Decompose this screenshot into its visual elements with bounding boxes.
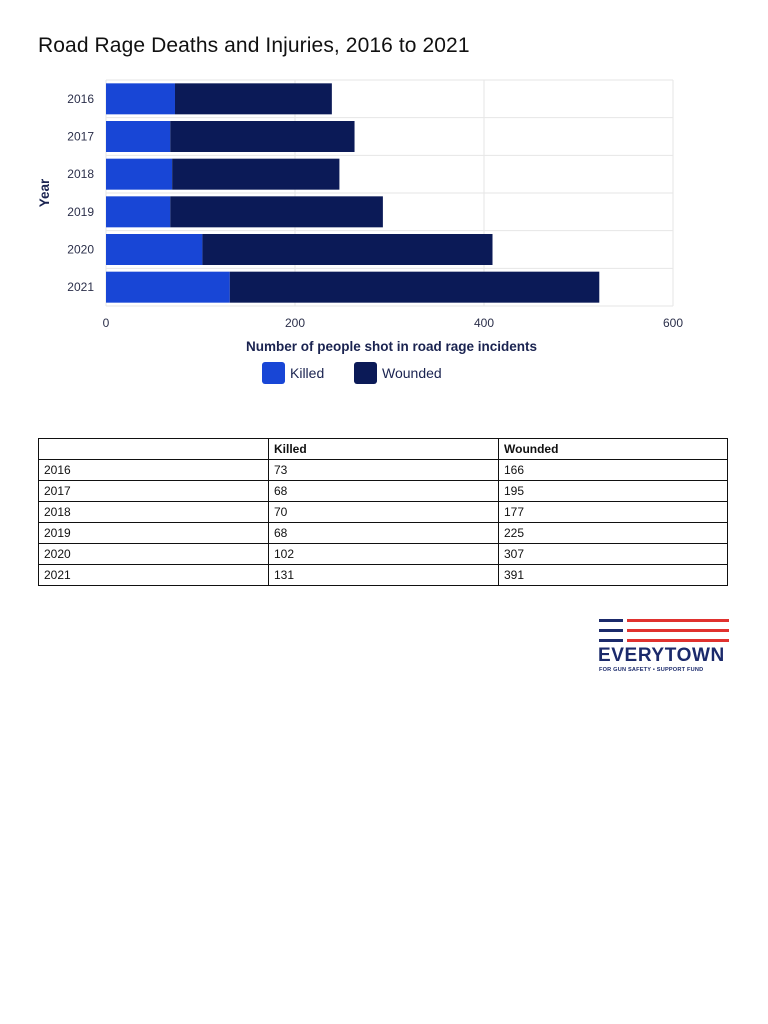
bar-wounded-2018 xyxy=(172,159,339,190)
table-cell: 68 xyxy=(269,481,499,502)
table-header-cell: Killed xyxy=(269,439,499,460)
table-row xyxy=(39,460,728,481)
table-cell: 391 xyxy=(499,565,728,586)
table-row xyxy=(39,523,728,544)
y-axis-ticks xyxy=(67,92,94,294)
table-header-cell: Wounded xyxy=(499,439,728,460)
legend-label-wounded: Wounded xyxy=(382,365,442,381)
table-cell: 225 xyxy=(499,523,728,544)
bar-killed-2021 xyxy=(106,272,230,303)
y-tick-label: 2018 xyxy=(67,167,94,182)
logo-tagline: FOR GUN SAFETY • SUPPORT FUND xyxy=(599,667,704,673)
stacked-bar-chart xyxy=(0,70,768,400)
table-row xyxy=(39,481,728,502)
table-header-cell xyxy=(39,439,269,460)
table-cell: 2020 xyxy=(39,544,269,565)
table-cell: 102 xyxy=(269,544,499,565)
table-cell: 2018 xyxy=(39,502,269,523)
x-tick-label: 600 xyxy=(662,316,684,330)
table-row xyxy=(39,544,728,565)
table-cell: 166 xyxy=(499,460,728,481)
data-table xyxy=(38,438,728,586)
x-axis-title: Number of people shot in road rage incidents xyxy=(245,339,538,354)
table-cell: 2021 xyxy=(39,565,269,586)
table-cell: 2017 xyxy=(39,481,269,502)
bar-killed-2016 xyxy=(106,83,175,114)
table-cell: 131 xyxy=(269,565,499,586)
x-axis-ticks xyxy=(103,316,684,330)
bar-killed-2017 xyxy=(106,121,170,152)
legend-swatch-wounded xyxy=(354,362,377,384)
table-cell: 73 xyxy=(269,460,499,481)
flag-stripes-icon xyxy=(598,618,730,644)
table-cell: 70 xyxy=(269,502,499,523)
y-tick-label: 2020 xyxy=(67,242,94,257)
table-cell: 2019 xyxy=(39,523,269,544)
y-tick-label: 2016 xyxy=(67,91,94,106)
table-cell: 68 xyxy=(269,523,499,544)
table-header-row xyxy=(39,439,728,460)
legend-label-killed: Killed xyxy=(290,365,325,381)
table-cell: 177 xyxy=(499,502,728,523)
page-title: Road Rage Deaths and Injuries, 2016 to 2021 xyxy=(38,34,470,57)
table-row xyxy=(39,565,728,586)
chart-legend xyxy=(262,362,442,384)
y-tick-label: 2019 xyxy=(67,204,94,219)
bar-wounded-2016 xyxy=(175,83,332,114)
y-axis-title: Year xyxy=(37,178,52,208)
bar-wounded-2021 xyxy=(230,272,599,303)
bar-killed-2019 xyxy=(106,196,170,227)
bar-wounded-2020 xyxy=(202,234,492,265)
x-tick-label: 400 xyxy=(473,316,495,330)
bar-wounded-2019 xyxy=(170,196,383,227)
y-tick-label: 2021 xyxy=(67,280,94,295)
bar-wounded-2017 xyxy=(170,121,354,152)
table-cell: 195 xyxy=(499,481,728,502)
table-cell: 2016 xyxy=(39,460,269,481)
logo-wordmark: EVERYTOWN xyxy=(598,645,725,666)
y-tick-label: 2017 xyxy=(67,129,94,144)
bar-killed-2020 xyxy=(106,234,202,265)
table-row xyxy=(39,502,728,523)
everytown-logo xyxy=(598,618,730,676)
x-tick-label: 200 xyxy=(284,316,306,330)
legend-swatch-killed xyxy=(262,362,285,384)
x-tick-label: 0 xyxy=(102,316,110,330)
bar-killed-2018 xyxy=(106,159,172,190)
table-cell: 307 xyxy=(499,544,728,565)
